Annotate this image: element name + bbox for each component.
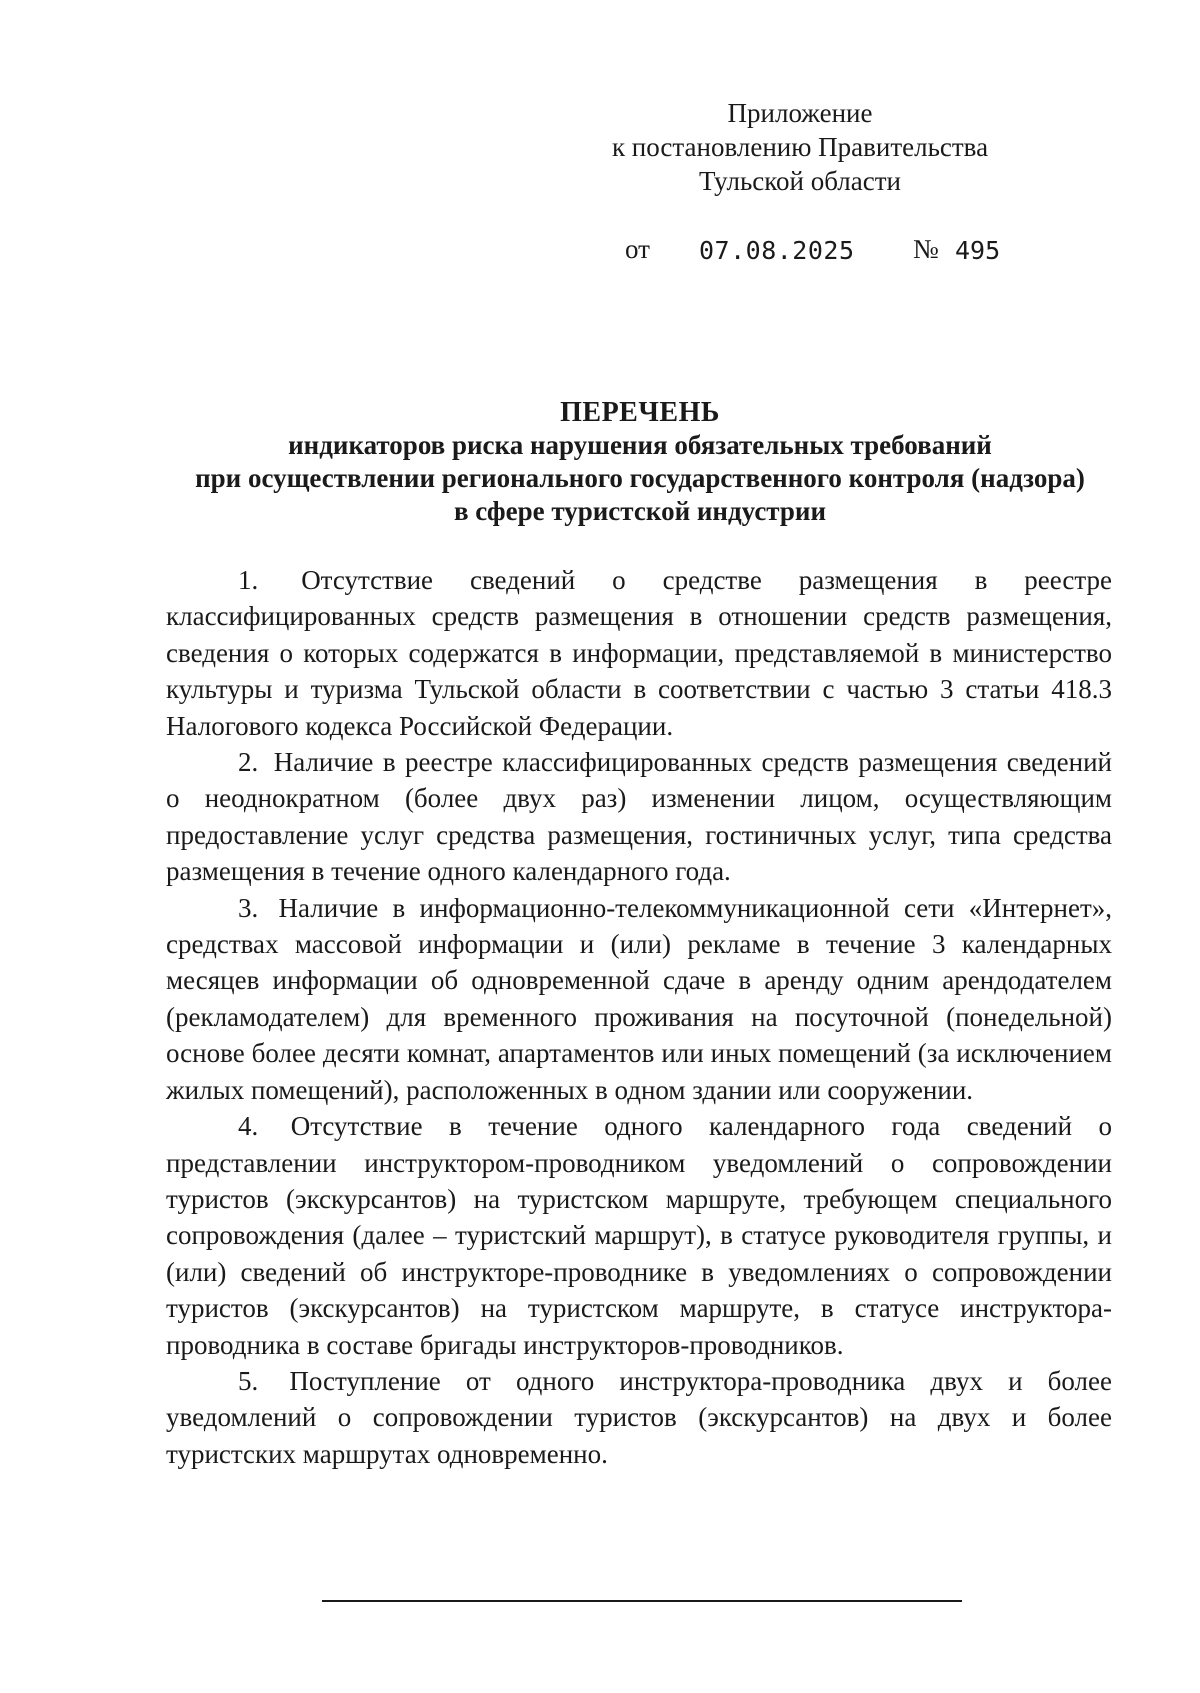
item-number: 4.: [238, 1111, 259, 1142]
item-text: Отсутствие в течение одного календарного года сведений о представлении инструктором-проводником уведомлений о сопровождении туристов (экскурсантов) на туристском маршруте, требующем специального сопровождения (далее – туристский маршрут), в статусе руководителя группы, и (или) сведений об инструкторе-проводнике в уведомлениях о сопровождении туристов (экскурсантов) на туристском маршруте, в статусе инструктора-проводника в составе бригады инструкторов-проводников.: [166, 1111, 1112, 1360]
list-item: [166, 1108, 1112, 1363]
end-divider: [322, 1600, 962, 1602]
title-line-3: в сфере туристской индустрии: [453, 496, 827, 526]
list-item: [166, 562, 1112, 744]
approval-block: [580, 96, 1020, 198]
list-item: [166, 744, 1112, 890]
decree-number: 495: [955, 236, 1001, 265]
item-text: Наличие в реестре классифицированных средств размещения сведений о неоднократном (более двух раз) изменении лицом, осуществляющим предоставление услуг средства размещения, гостиничных услуг, типа средства размещения в течение одного календарного года.: [166, 747, 1112, 887]
list-item: [166, 1363, 1112, 1472]
decree-date-number: [625, 232, 1045, 268]
item-text: Поступление от одного инструктора-проводника двух и более уведомлений о сопровождении туристов (экскурсантов) на двух и более туристских маршрутах одновременно.: [166, 1365, 1112, 1469]
list-item: [166, 890, 1112, 1108]
item-text: Наличие в информационно-телекоммуникационной сети «Интернет», средствах массовой информации и (или) рекламе в течение 3 календарных месяцев информации об одновременной сдаче в аренду одним арендодателем (рекламодателем) для временного проживания на посуточной (понедельной) основе более десяти комнат, апартаментов или иных помещений (за исключением жилых помещений), расположенных в одном здании или сооружении.: [166, 892, 1112, 1105]
indicator-list: [166, 562, 1112, 1472]
decree-date: 07.08.2025: [699, 236, 855, 265]
item-text: Отсутствие сведений о средстве размещения в реестре классифицированных средств размещения в отношении средств размещения, сведения о которых содержатся в информации, представляемой в министерство культуры и туризма Тульской области в соответствии с частью 3 статьи 418.3 Налогового кодекса Российской Федерации.: [166, 565, 1112, 741]
item-number: 5.: [238, 1365, 259, 1396]
document-title: [160, 396, 1120, 528]
item-number: 3.: [238, 892, 259, 923]
approval-line-1: Приложение: [727, 98, 873, 128]
title-line-1: индикаторов риска нарушения обязательных требований: [288, 430, 992, 460]
item-number: 2.: [238, 747, 259, 778]
number-sign-label: №: [913, 234, 939, 264]
date-prefix-label: от: [625, 234, 650, 264]
title-heading: ПЕРЕЧЕНЬ: [560, 397, 720, 428]
title-line-2: при осуществлении регионального государственного контроля (надзора): [195, 463, 1085, 493]
approval-line-2: к постановлению Правительства: [611, 132, 989, 162]
approval-line-3: Тульской области: [699, 166, 901, 196]
item-number: 1.: [238, 565, 259, 595]
